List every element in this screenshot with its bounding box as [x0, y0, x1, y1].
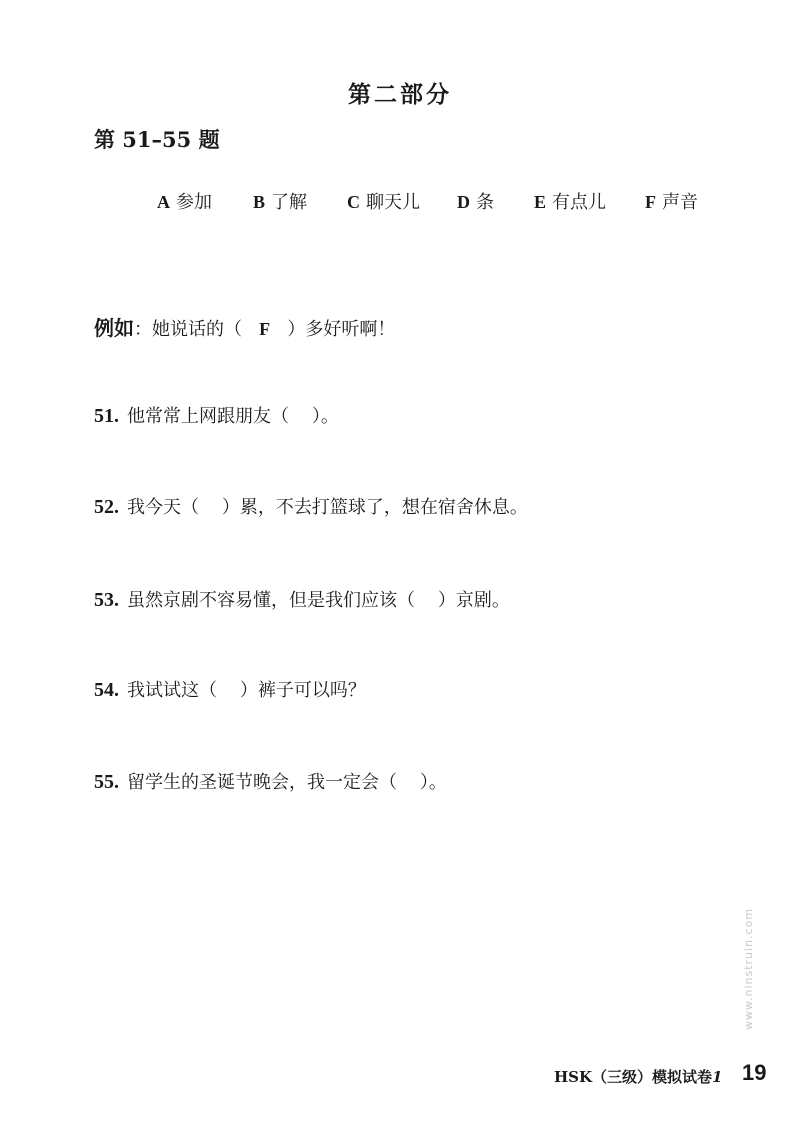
question-text: 我今天（ ）累，不去打篮球了，想在宿舍休息。: [127, 497, 528, 518]
option-text: 条: [476, 192, 494, 213]
option-a: [157, 188, 212, 214]
example-after: ）多好听啊！: [270, 319, 396, 340]
question-text: 我试试这（ ）裤子可以吗？: [127, 680, 366, 701]
example-answer: F: [259, 319, 271, 339]
question-53: [94, 586, 510, 612]
option-letter: F: [645, 192, 656, 212]
option-letter: A: [157, 192, 170, 212]
option-f: [645, 188, 698, 214]
question-54: [94, 676, 366, 702]
option-text: 有点儿: [552, 192, 607, 213]
option-list: [157, 188, 717, 214]
question-number: 52.: [94, 496, 119, 518]
option-c: [347, 188, 420, 214]
option-letter: D: [457, 192, 470, 212]
option-text: 了解: [271, 192, 308, 213]
question-number: 54.: [94, 679, 119, 701]
option-text: 聊天儿: [366, 192, 420, 213]
option-letter: C: [347, 192, 360, 212]
part-title: 第二部分: [348, 81, 452, 108]
option-letter: B: [253, 192, 266, 212]
question-text: 留学生的圣诞节晚会，我一定会（ ）。: [127, 772, 447, 793]
example-lead: 例如: [94, 316, 134, 340]
option-text: 参加: [176, 192, 212, 213]
question-text: 他常常上网跟朋友（ ）。: [127, 406, 339, 427]
example-sentence: [94, 312, 395, 341]
question-51: [94, 402, 339, 428]
watermark: www.ninstruin.com: [742, 907, 755, 1030]
option-text: 声音: [662, 192, 698, 213]
question-number: 55.: [94, 771, 119, 793]
question-number: 51.: [94, 405, 119, 427]
question-52: [94, 493, 528, 519]
footer-exam-title: HSK（三级）模拟试卷: [554, 1068, 713, 1086]
footer-book-number: 1: [712, 1068, 723, 1086]
example-before: ：她说话的（: [134, 319, 260, 340]
question-number: 53.: [94, 589, 119, 611]
question-55: [94, 768, 447, 794]
option-e: [534, 188, 606, 214]
footer-exam-name: [554, 1066, 722, 1087]
page-number: 19: [742, 1060, 767, 1085]
section-title: 第 51–55 题: [94, 127, 220, 152]
question-text: 虽然京剧不容易懂，但是我们应该（ ）京剧。: [127, 590, 510, 611]
option-letter: E: [534, 192, 547, 212]
option-b: [253, 188, 307, 214]
option-d: [457, 188, 494, 214]
